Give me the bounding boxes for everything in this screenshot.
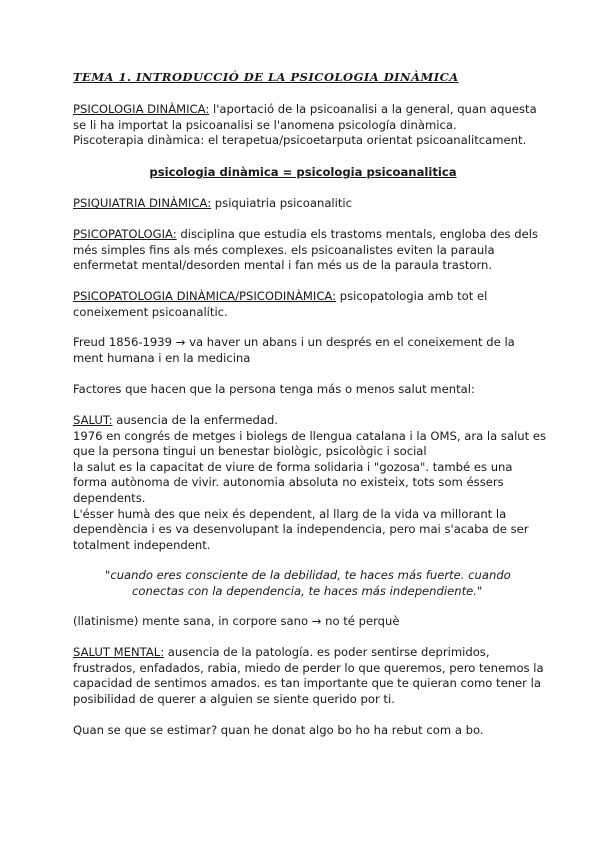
text-line: forma autònoma de vivir. autonomia absoluta no existeix, tots som éssers bbox=[73, 475, 504, 490]
text-line: posibilidad de querer a alguien se siente querido por ti. bbox=[73, 691, 395, 706]
paragraph-psicopatologia bbox=[73, 227, 539, 274]
paragraph-latinisme: (llatinisme) mente sana, in corpore sano → no té perquè bbox=[73, 614, 400, 628]
text-line: dependència i es va desenvolupant la independencia, pero mai s'acaba de ser bbox=[73, 522, 529, 537]
paragraph-estimar: Quan se que se estimar? quan he donat algo bo ho ha rebut com a bo. bbox=[73, 723, 484, 737]
paragraph-psicodinamica bbox=[73, 289, 533, 320]
text-line: capacidad de sentimos amados. es tan importante que te quieran como tener la bbox=[73, 676, 541, 691]
term-psicodinamica: PSICOPATOLOGIA DINÀMICA/PSICODINÀMICA: bbox=[73, 289, 337, 303]
page-title: TEMA 1. INTRODUCCIÓ DE LA PSICOLOGIA DINÀMICA bbox=[73, 70, 459, 84]
text-line: Freud 1856-1939 → va haver un abans i un després en el coneixement de la bbox=[73, 335, 515, 349]
text-line: l'aportació de la psicoanalisi a la general, quan aquesta bbox=[209, 102, 537, 116]
text-line: la salut es la capacitat de viure de forma solidaria i "gozosa". també es una bbox=[73, 459, 513, 474]
term-psicologia-dinamica: PSICOLOGIA DINÀMICA: bbox=[73, 102, 210, 116]
term-salut: SALUT: bbox=[73, 413, 113, 427]
text-line: enfermetat mental/desorden mental i fan més us de la paraula trastorn. bbox=[73, 258, 493, 273]
quote-block bbox=[105, 568, 525, 599]
text-line: ment humana i en la medicina bbox=[73, 350, 251, 365]
text-line: psicopatologia amb tot el bbox=[336, 289, 488, 303]
text-line: dependents. bbox=[73, 490, 146, 505]
text-line: ausencia de la enfermedad. bbox=[112, 413, 279, 427]
text-line: més simples fins als més complexes. els psicoanalistes eviten la paraula bbox=[73, 242, 495, 257]
text-line: L'ésser humà des que neix és dependent, al llarg de la vida va millorant la bbox=[73, 506, 507, 521]
equation-heading: psicologia dinàmica = psicologia psicoanalitica bbox=[149, 165, 457, 179]
text-line: Piscoterapia dinàmica: el terapetua/psicoetarputa orientat psicoanalitcament. bbox=[73, 133, 527, 148]
text-line: coneixement psicoanalític. bbox=[73, 304, 228, 319]
text-line: psiquiatria psicoanalitic bbox=[211, 196, 353, 210]
term-psicopatologia: PSICOPATOLOGIA: bbox=[73, 227, 177, 241]
paragraph-freud bbox=[73, 335, 533, 366]
text-line: ausencia de la patología. es poder sentirse deprimidos, bbox=[164, 645, 490, 659]
text-line: disciplina que estudia els trastoms mentals, engloba des dels bbox=[176, 227, 539, 241]
text-line: 1976 en congrés de metges i biolegs de llengua catalana i la OMS, ara la salut es bbox=[73, 428, 547, 443]
term-psiquiatria-dinamica: PSIQUIATRIA DINÀMICA: bbox=[73, 196, 212, 210]
quote-line: conectas con la dependencia, te haces más independiente." bbox=[132, 583, 483, 598]
text-line: frustrados, enfadados, rabia, miedo de perder lo que queremos, pero tenemos la bbox=[73, 660, 544, 675]
text-line: que la persona tingui un benestar biològic, psicològic i social bbox=[73, 444, 427, 459]
quote-line: "cuando eres consciente de la debilidad, te haces más fuerte. cuando bbox=[105, 568, 511, 582]
paragraph-salut-mental bbox=[73, 645, 544, 707]
term-salut-mental: SALUT MENTAL: bbox=[73, 645, 165, 659]
paragraph-salut bbox=[73, 413, 547, 553]
paragraph-psicologia-dinamica bbox=[73, 102, 537, 149]
text-line: totalment independent. bbox=[73, 537, 211, 552]
text-line: se li ha importat la psicoanalisi se l'anomena psicología dinàmica. bbox=[73, 117, 457, 132]
paragraph-factores: Factores que hacen que la persona tenga más o menos salut mental: bbox=[73, 382, 475, 396]
paragraph-psiquiatria-dinamica bbox=[73, 196, 533, 212]
